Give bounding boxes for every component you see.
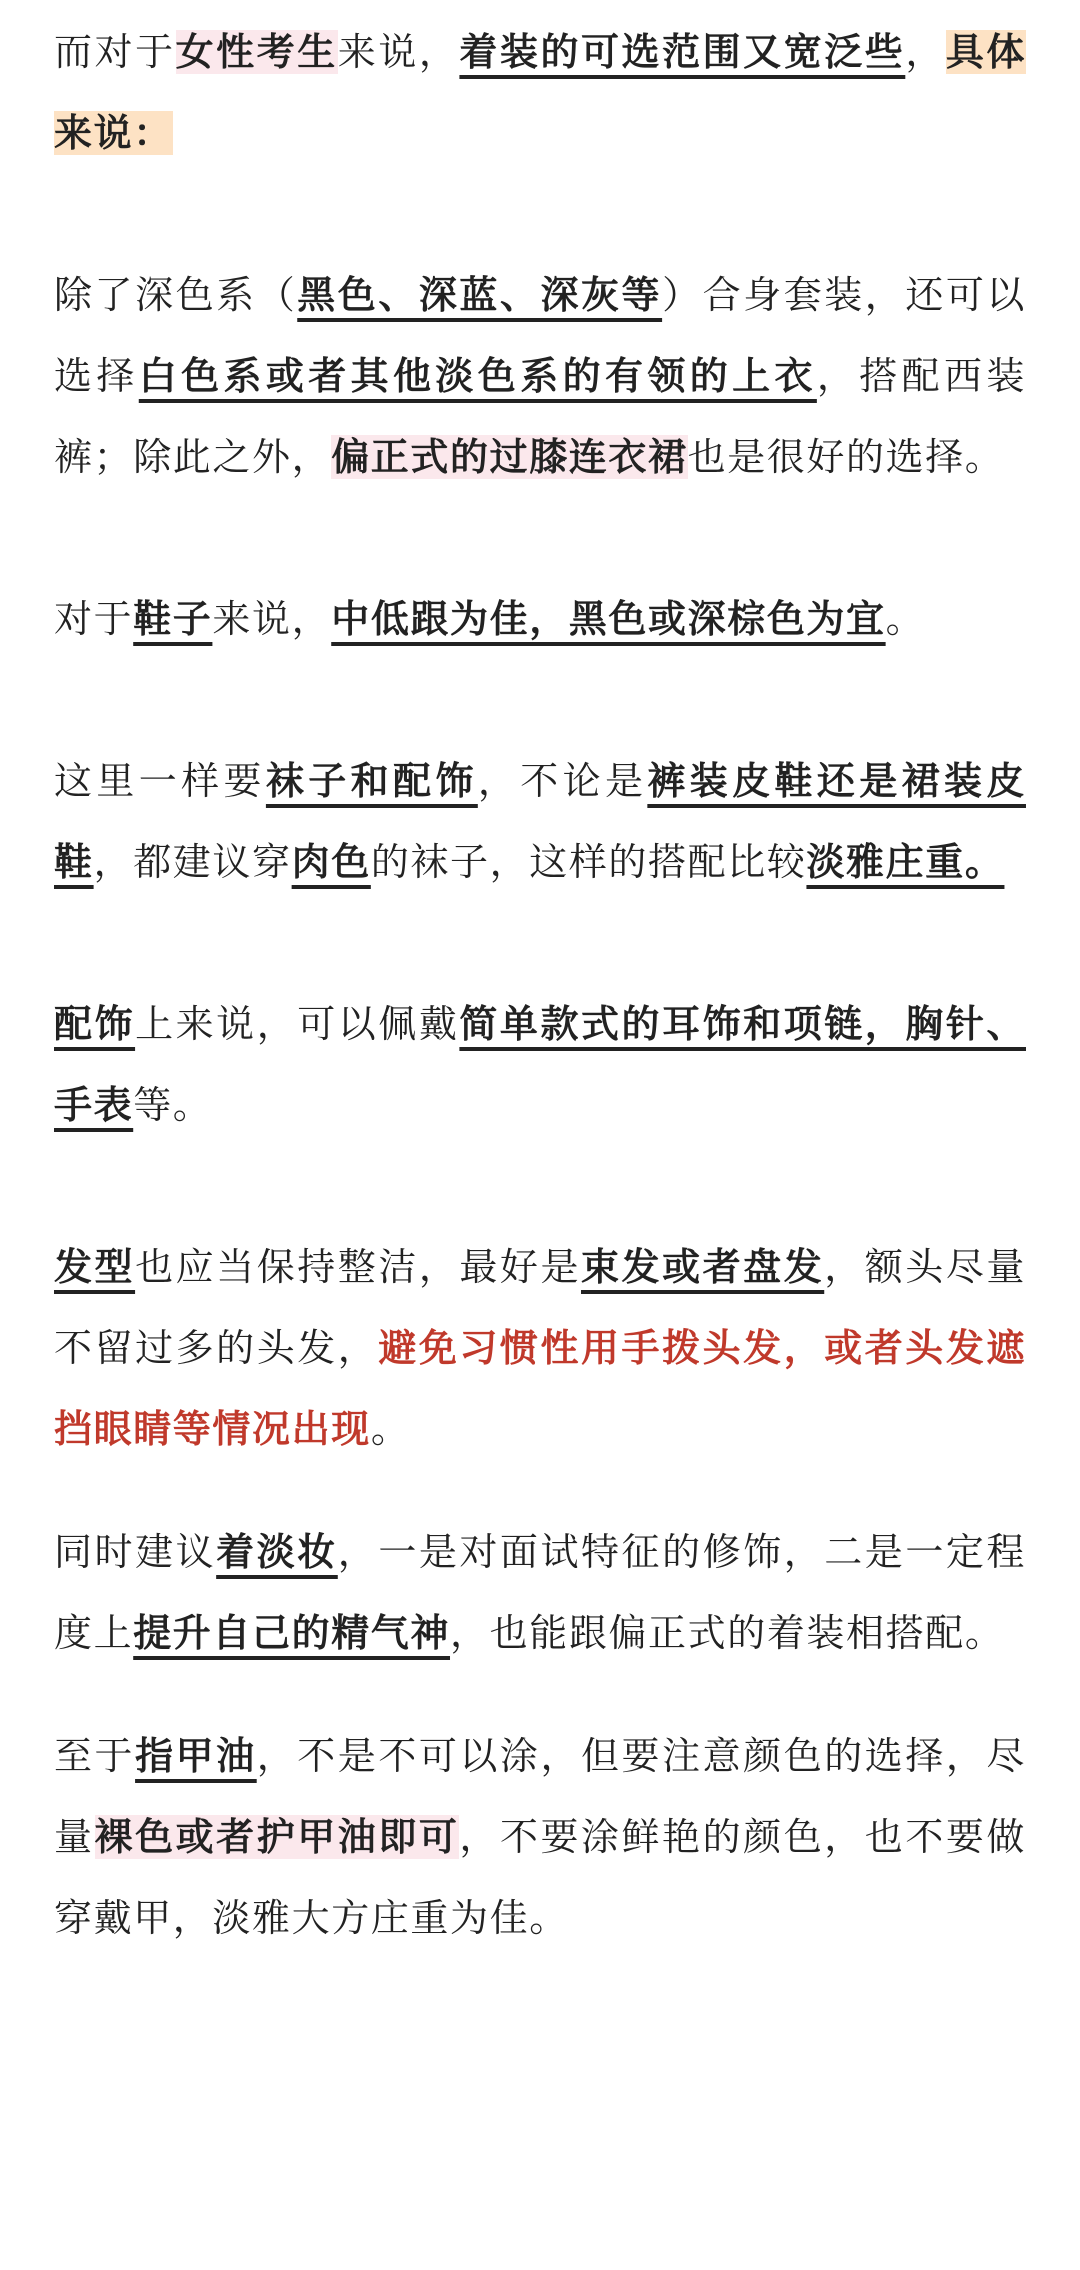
underline-skin-tone: 肉色 xyxy=(291,840,371,884)
underline-elegant: 淡雅庄重。 xyxy=(806,840,1005,884)
text: 这里一样要 xyxy=(54,759,266,803)
text: ，额头尽量不留过多的头发， xyxy=(54,1245,1026,1370)
paragraph-female-attire-intro xyxy=(54,12,1026,174)
text: ，也能跟偏正式的着装相搭配。 xyxy=(450,1611,1005,1655)
underline-heel-color: 中低跟为佳，黑色或深棕色为宜 xyxy=(331,597,886,641)
text: 。 xyxy=(370,1407,411,1451)
underline-light-collared-top: 白色系或者其他淡色系的有领的上衣 xyxy=(138,354,817,398)
text: 对于 xyxy=(54,597,134,641)
text: ，一是对面试特征的修饰，二是一定程度上 xyxy=(54,1530,1026,1655)
text: ，都建议穿 xyxy=(93,840,292,884)
underline-accessories: 配饰 xyxy=(54,1002,136,1046)
underline-tied-hair: 束发或者盘发 xyxy=(581,1245,825,1289)
warning-avoid-touching-hair: 避免习惯性用手拨头发，或者头发遮挡眼睛等情况出现 xyxy=(54,1326,1026,1451)
paragraph-makeup xyxy=(54,1512,1026,1674)
paragraph-shoes xyxy=(54,579,1026,660)
underline-leather-shoes: 裤装皮鞋还是裙装皮鞋 xyxy=(54,759,1026,884)
paragraph-socks xyxy=(54,741,1026,903)
text: 。 xyxy=(885,597,926,641)
underline-wider-range: 着装的可选范围又宽泛些 xyxy=(459,30,906,74)
text: 至于 xyxy=(54,1734,136,1778)
highlight-knee-dress: 偏正式的过膝连衣裙 xyxy=(331,435,688,479)
highlight-female-candidates: 女性考生 xyxy=(175,30,338,74)
paragraph-nail-polish xyxy=(54,1716,1026,1959)
text: 上来说，可以佩戴 xyxy=(135,1002,460,1046)
underline-shoes: 鞋子 xyxy=(133,597,213,641)
text: 等。 xyxy=(133,1083,213,1127)
text: ）合身套装，还可以选择 xyxy=(54,273,1027,398)
paragraph-clothing-options xyxy=(54,255,1026,498)
underline-socks-accessories: 袜子和配饰 xyxy=(265,759,478,803)
text: ，不是不可以涂，但要注意颜色的选择，尽量 xyxy=(54,1734,1026,1859)
text: 也是很好的选择。 xyxy=(687,435,1005,479)
text: 来说， xyxy=(212,597,332,641)
text: 而对于 xyxy=(54,30,176,74)
underline-hairstyle: 发型 xyxy=(54,1245,136,1289)
underline-light-makeup: 着淡妆 xyxy=(216,1530,338,1574)
underline-dark-colors: 黑色、深蓝、深灰等 xyxy=(297,273,663,317)
underline-boost-spirit: 提升自己的精气神 xyxy=(133,1611,451,1655)
text: ，搭配西装裤；除此之外， xyxy=(54,354,1026,479)
text: 除了深色系（ xyxy=(54,273,298,317)
text: 也应当保持整洁，最好是 xyxy=(135,1245,581,1289)
paragraph-hairstyle xyxy=(54,1227,1026,1470)
highlight-specifically: 具体来说： xyxy=(54,30,1026,155)
underline-nail-polish: 指甲油 xyxy=(135,1734,257,1778)
text: 来说， xyxy=(337,30,460,74)
underline-simple-jewelry: 简单款式的耳饰和项链，胸针、手表 xyxy=(54,1002,1026,1127)
text: 同时建议 xyxy=(54,1530,217,1574)
text: ，不论是 xyxy=(477,759,648,803)
highlight-nude-color: 裸色或者护甲油即可 xyxy=(94,1815,460,1859)
text: ，不要涂鲜艳的颜色，也不要做穿戴甲，淡雅大方庄重为佳。 xyxy=(54,1815,1027,1940)
paragraph-accessories xyxy=(54,984,1026,1146)
text: ， xyxy=(905,30,946,74)
text: 的袜子，这样的搭配比较 xyxy=(370,840,807,884)
